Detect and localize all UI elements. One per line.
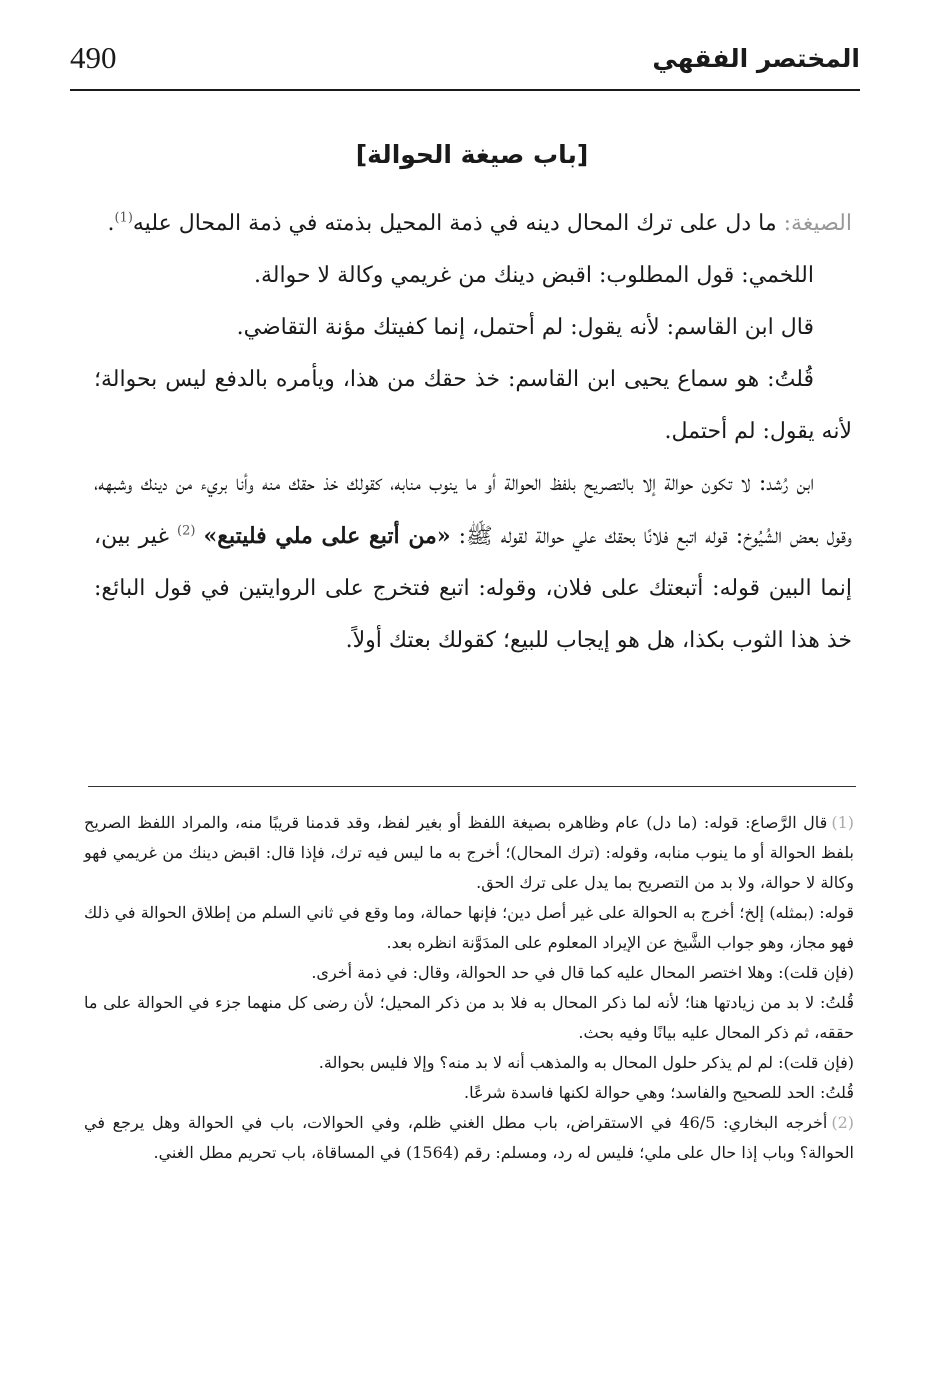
ibn-rushd-text-b: غير بين، إنما البين قوله: أتبعتك على فلان، وقوله: اتبع فتخرج على الروايتين في قول البائع: خذ هذا الثوب بكذا، هل هو إيجاب للبيع؛ كقولك بعتك أولاً. <box>94 524 852 653</box>
footnote-2 <box>84 1108 854 1168</box>
paragraph-ibn-rushd <box>94 458 852 667</box>
hadith-quote: «من أتبع على ملي فليتبع» <box>203 523 451 549</box>
footnote-1-line: (فإن قلت): لم لم يذكر حلول المحال به والمذهب أنه لا بد منه؟ وإلا فليس بحوالة. <box>318 1053 854 1072</box>
ibn-rushd-text-a: ابن رُشد: لا تكون حوالة إلا بالتصريح بلفظ الحوالة أو ما ينوب منابه، كقولك خذ حقك منه وأنا بريء من دينك وشبهه، وقول بعض الشُيُوخ: قوله اتبع فلانًا بحقك علي حوالة لقوله ﷺ: <box>94 471 852 549</box>
footnote-1-line: قوله: (بمثله) إلخ؛ أخرج به الحوالة على غير أصل دين؛ فإنها حمالة، وما وقع في ثاني السلم من إطلاق الحوالة في ذلك فهو مجاز، وهو جواب الشَّيخ عن الإيراد المعلوم على المدَوَّنة انظره بعد. <box>84 903 854 952</box>
footnote-ref-2[interactable]: (2) <box>177 523 196 539</box>
page-header <box>70 38 860 88</box>
header-rule <box>70 89 860 91</box>
footnote-2-number: (2) <box>831 1113 855 1132</box>
chapter-title: [باب صيغة الحوالة] <box>355 140 589 169</box>
footnote-2-text: أخرجه البخاري: 46/5 في الاستقراض، باب مطل الغني ظلم، وفي الحوالات، باب في الحوالة وهل يرجع في الحوالة؟ وباب إذا حال على ملي؛ فليس له رد، ومسلم: رقم (1564) في المساقاة، باب تحريم مطل الغني. <box>84 1113 854 1162</box>
paragraph-definition <box>94 198 852 250</box>
period: . <box>107 211 115 236</box>
footnote-1-line: قُلتُ: لا بد من زيادتها هنا؛ لأنه لما ذكر المحال به فلا بد من ذكر المحيل؛ لأن رضى كل منهما جزء في الحوالة على ما حققه، ثم ذكر المحال عليه بيانًا وفيه بحث. <box>84 993 854 1042</box>
footnote-1-text: قال الرَّصاع: قوله: (ما دل) عام وظاهره بصيغة اللفظ أو بغير لفظ، وقد قدمنا قريبًا منه، والمراد اللفظ الصريح بلفظ الحوالة أو ما ينوب منابه، وقوله: (ترك المحال)؛ أخرج به ما ليس فيه ترك، فإذا قال: اقبض دينك من غريمي فهو وكالة لا حوالة، ولا بد من التصريح بما يدل على ترك الحق. <box>84 813 854 892</box>
footnote-1-line: (فإن قلت): وهلا اختصر المحال عليه كما قال في حد الحوالة، وقال: في ذمة أخرى. <box>311 963 854 982</box>
paragraph-lakhmi: اللخمي: قول المطلوب: اقبض دينك من غريمي وكالة لا حوالة. <box>253 263 814 288</box>
definition-text: ما دل على ترك المحال دينه في ذمة المحيل بذمته في ذمة المحال عليه <box>132 211 777 236</box>
paragraph-ibn-qasim: قال ابن القاسم: لأنه يقول: لم أحتمل، إنما كفيتك مؤنة التقاضي. <box>236 315 814 340</box>
lead-word: الصيغة: <box>783 211 852 236</box>
footnote-ref-1[interactable]: (1) <box>114 210 133 226</box>
footnote-1-line: قُلتُ: الحد للصحيح والفاسد؛ وهي حوالة لكنها فاسدة شرعًا. <box>463 1083 854 1102</box>
main-text <box>94 198 852 667</box>
footnote-1-line <box>84 808 854 898</box>
running-title: المختصر الفقهي <box>652 44 860 73</box>
paragraph-qultu: قُلتُ: هو سماع يحيى ابن القاسم: خذ حقك من هذا، ويأمره بالدفع ليس بحوالة؛ لأنه يقول: لم أحتمل. <box>94 367 852 444</box>
footnote-1-number: (1) <box>831 813 854 832</box>
footnotes <box>84 808 854 1168</box>
footnote-separator <box>88 786 856 787</box>
page-number: 490 <box>70 40 117 75</box>
